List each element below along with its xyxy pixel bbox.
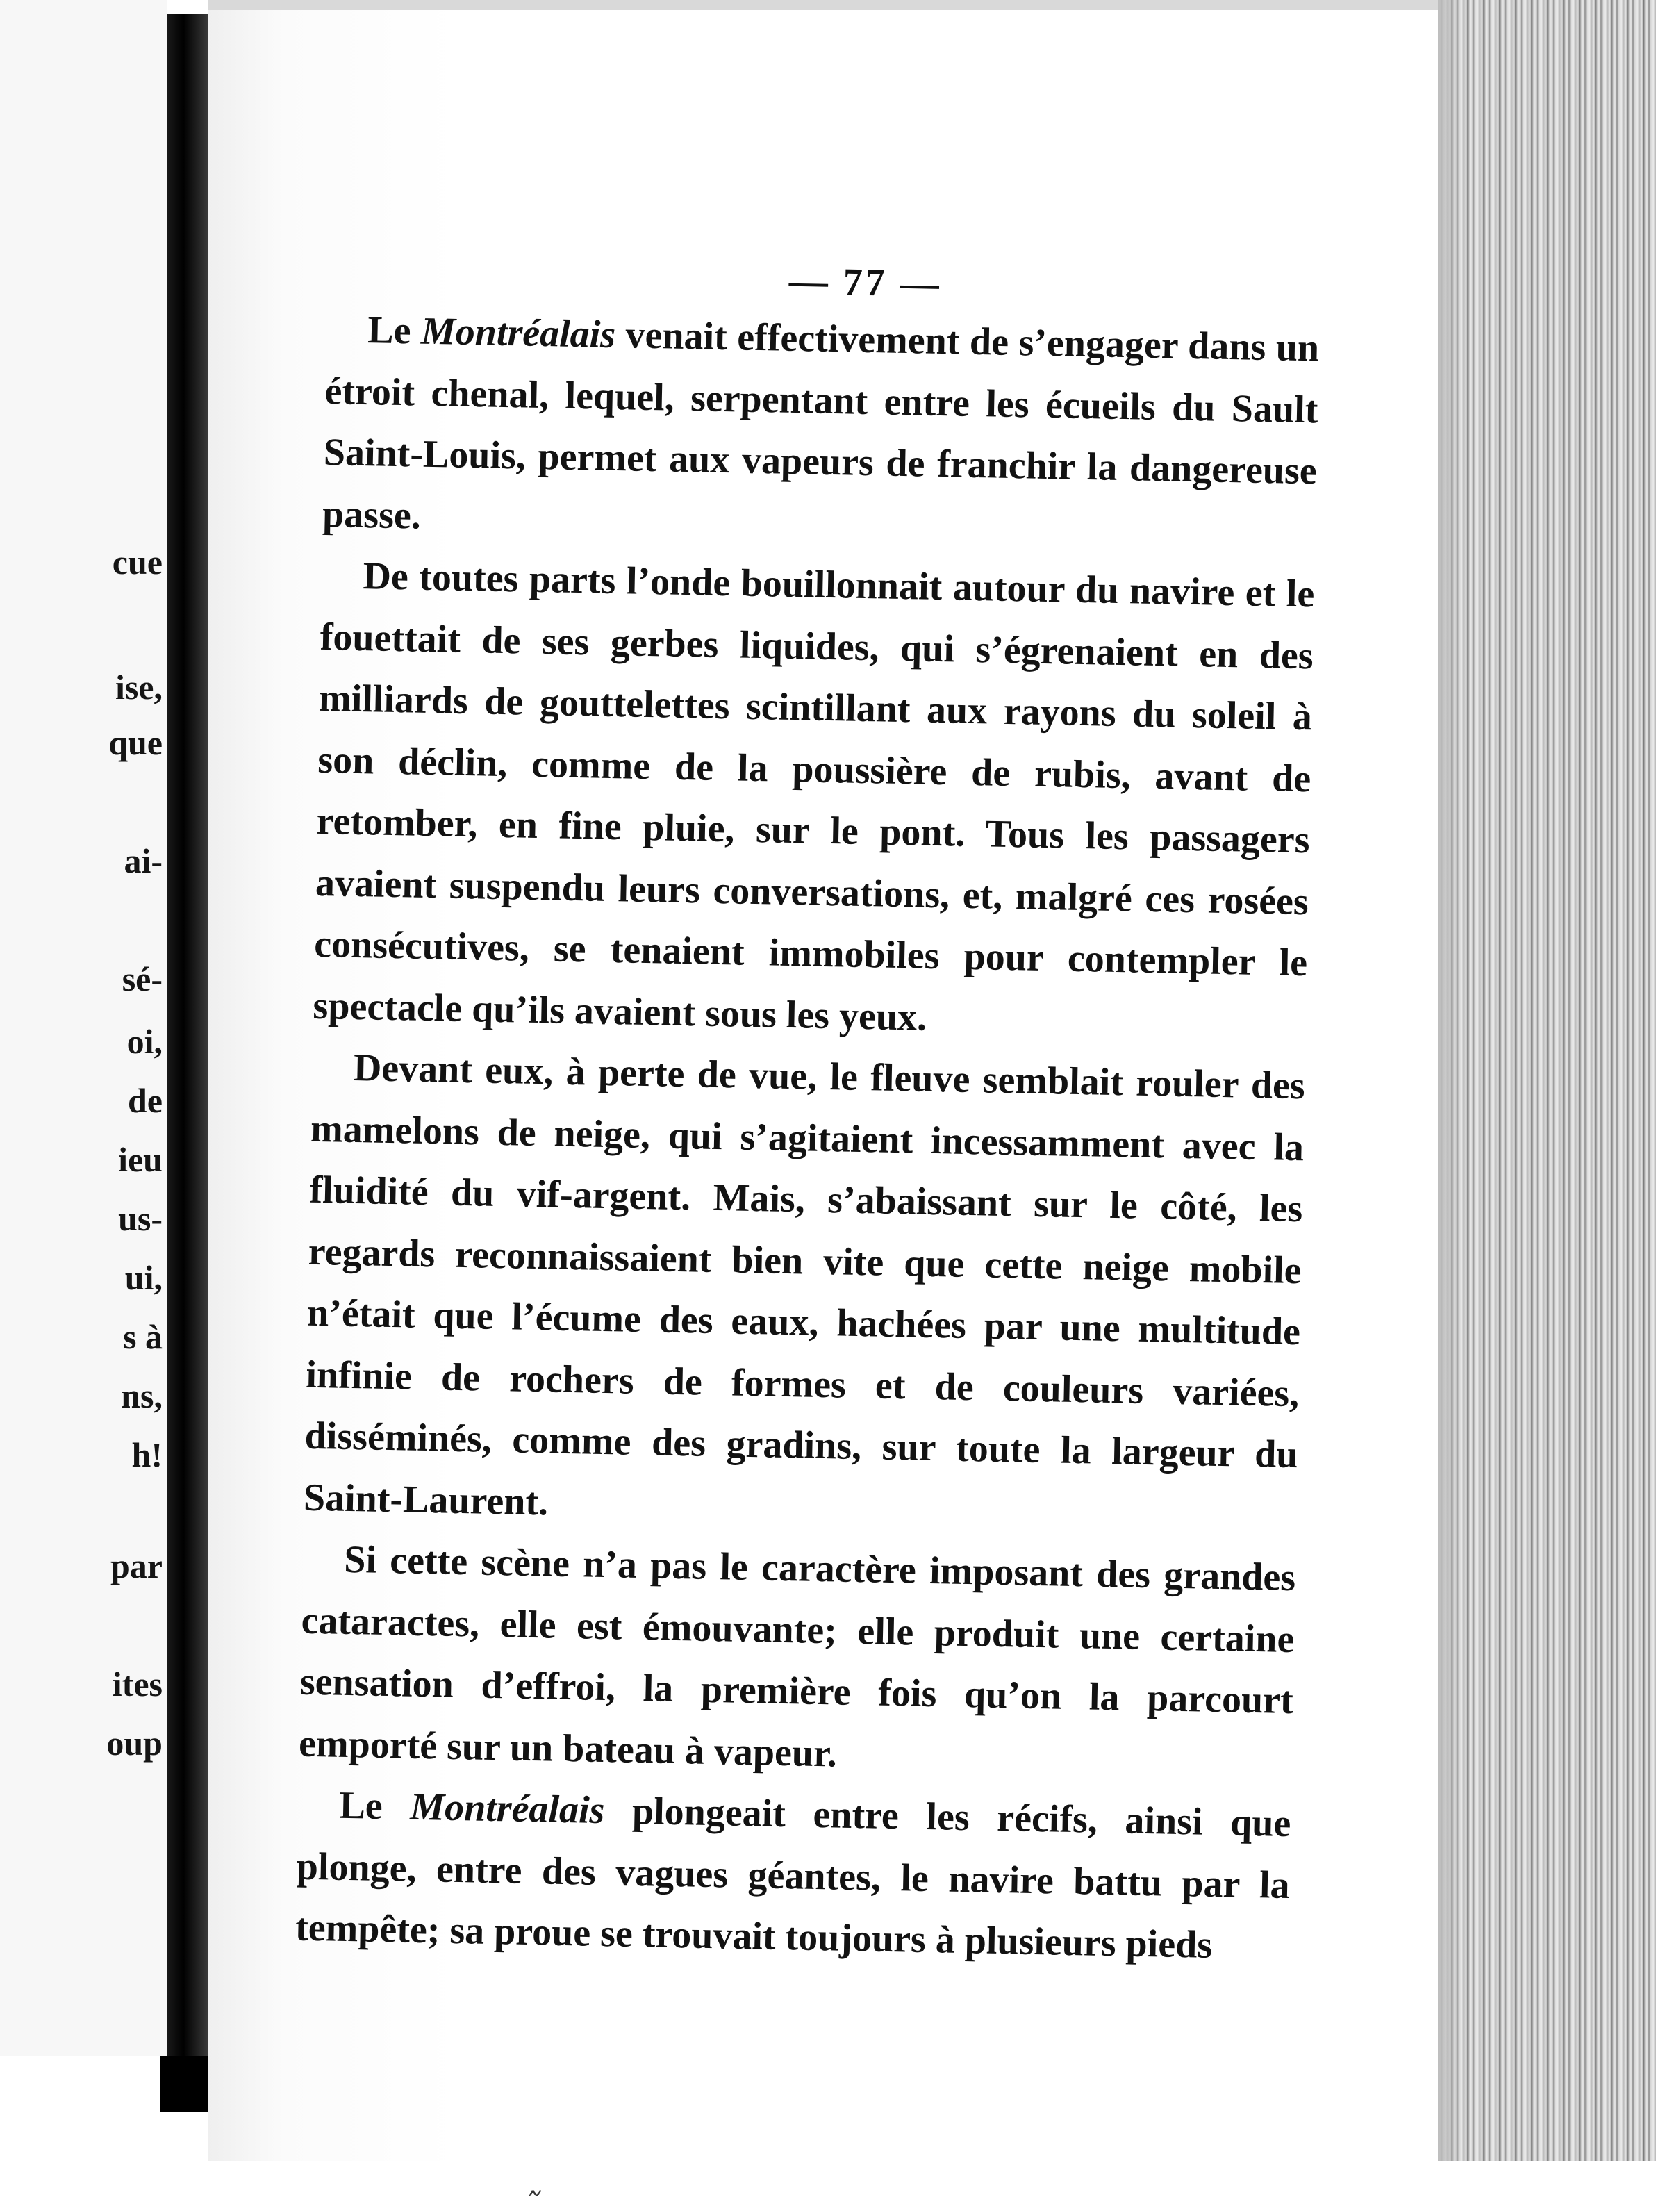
paragraph-5-lead: Le (338, 1783, 411, 1829)
paragraph-3: Devant eux, à perte de vue, le fleuve semblait rouler des mamelons de neige, qui s’agitaient incessamment avec la fluidité du vif-argent. Mais, s’abaissant sur le côté, les regards reconnaissaient bien vite que cette neige mobile n’était que l’écume des eaux, hachées par une multitude infinie de rochers de formes et de couleurs variées, disséminés, comme des gradins, sur toute la largeur du Saint-Laurent. (303, 1046, 1306, 1524)
left-page-line: us- (118, 1199, 163, 1238)
paragraph-1 (322, 299, 1320, 563)
left-page-line: oi, (126, 1022, 163, 1061)
left-page-line: sé- (122, 959, 163, 998)
left-page-line: ieu (118, 1140, 163, 1179)
left-page-line: que (108, 723, 163, 762)
left-page-line: ns, (121, 1376, 163, 1415)
left-page-line: h! (131, 1435, 163, 1474)
ship-name-italic: Montréalais (409, 1785, 606, 1833)
left-page-line: ui, (124, 1258, 163, 1297)
left-page-line: par (110, 1546, 163, 1585)
left-page-line: s à (123, 1317, 163, 1356)
left-page-line: de (128, 1081, 163, 1120)
paragraph-1-text: venait effectivement de s’engager dans un étroit chenal, lequel, serpentant entre les écueils du Sault Saint-Louis, permet aux vapeurs de franchir la dangereuse passe. (322, 313, 1320, 538)
page-edges-stack (1438, 0, 1656, 2212)
page-number: — 77 — (788, 259, 943, 306)
paragraph-5 (295, 1774, 1291, 1978)
previous-page-fragment (0, 0, 167, 2056)
left-page-line: ai- (124, 841, 163, 880)
paragraph-2: De toutes parts l’onde bouillonnait autour du navire et le fouettait de ses gerbes liquides, qui s’égrenaient en des milliards de gouttelettes scintillant aux rayons du soleil à son déclin, comme de la poussière de rubis, avant de retomber, en fine pluie, sur le pont. Tous les passagers avaient suspendu leurs conversations, et, malgré ces rosées consécutives, se tenaient immobiles pour contempler le spectacle qu’ils avaient sous les yeux. (313, 554, 1315, 1039)
left-page-line: ise, (115, 668, 163, 707)
paragraph-4: Si cette scène n’a pas le caractère imposant des grandes cataractes, elle est émouvante; elle produit une certaine sensation d’effroi, la première fois qu’on la parcourt emporté sur un bateau à vapeur. (298, 1537, 1296, 1775)
left-page-line: cue (112, 543, 163, 581)
page-text-block (295, 259, 1320, 1978)
paragraph-5-text: plongeait entre les récifs, ainsi que plonge, entre des vagues géantes, le navire battu par la tempête; sa proue se trouvait toujours à plusieurs pieds (295, 1789, 1291, 1967)
page-edges-shade (1438, 0, 1466, 2212)
ship-name-italic: Montréalais (420, 309, 616, 356)
scan-bottom-margin (0, 2161, 1656, 2212)
left-page-line: oup (106, 1724, 163, 1763)
page-top-edge (208, 0, 1452, 10)
left-page-line: ites (112, 1665, 163, 1703)
book-gutter (167, 14, 208, 2098)
paragraph-1-lead: Le (367, 308, 422, 353)
